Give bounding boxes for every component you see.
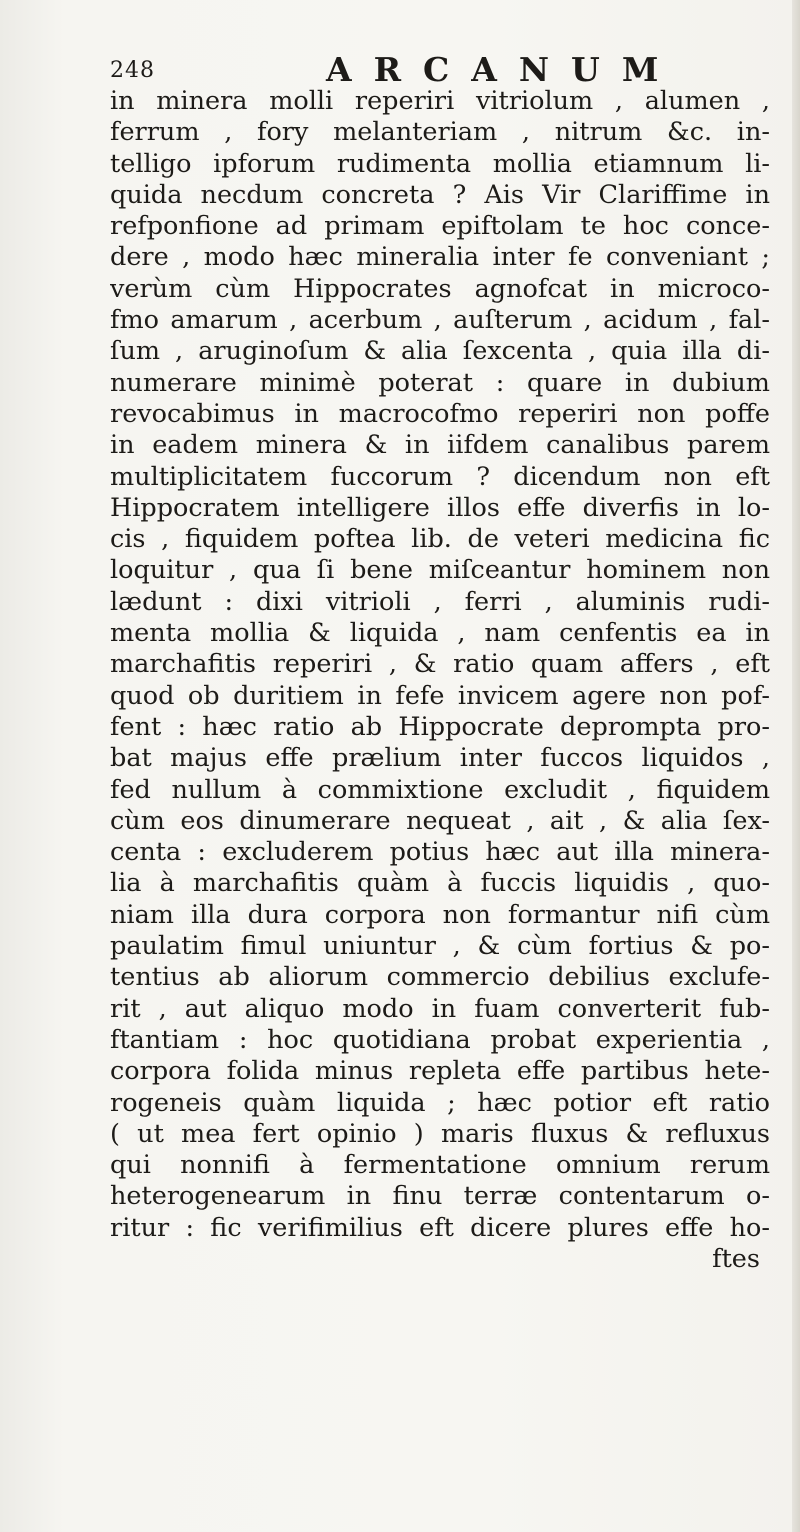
text-line: quida necdum concreta ? Ais Vir Clariffime in [110, 179, 770, 210]
text-line: dere , modo hæc mineralia inter fe conveniant ; [110, 242, 770, 273]
text-line: corpora folida minus repleta effe partibus hete- [110, 1056, 770, 1087]
text-line: numerare minimè poterat : quare in dubium [110, 367, 770, 398]
text-line: ferrum , fory melanteriam , nitrum &c. in- [110, 117, 770, 148]
text-line: tentius ab aliorum commercio debilius exclufe- [110, 962, 770, 993]
page-number: 248 [110, 58, 155, 83]
text-line: fmo amarum , acerbum , auſterum , acidum , fal- [110, 305, 770, 336]
text-line: ftes [712, 1243, 760, 1274]
page-edge [792, 0, 800, 1532]
text-line: quod ob duritiem in fefe invicem agere non pof- [110, 680, 770, 711]
text-line: menta mollia & liquida , nam cenfentis ea in [110, 618, 770, 649]
text-line: ſum , aruginoſum & alia ſexcenta , quia illa di- [110, 336, 770, 367]
text-line: rit , aut aliquo modo in fuam converterit fub- [110, 993, 770, 1024]
text-line: qui nonnifi à fermentatione omnium rerum [110, 1150, 770, 1181]
text-line: in eadem minera & in iifdem canalibus parem [110, 430, 770, 461]
text-line: refponfione ad primam epiftolam te hoc conce- [110, 211, 770, 242]
text-line: in minera molli reperiri vitriolum , alumen , [110, 86, 770, 116]
text-line: marchafitis reperiri , & ratio quam affers , eft [110, 649, 770, 680]
text-line: lædunt : dixi vitrioli , ferri , aluminis rudi- [110, 586, 770, 617]
text-line: fed nullum à commixtione excludit , fiquidem [110, 774, 770, 805]
text-line: paulatim fimul uniuntur , & cùm fortius & po- [110, 931, 770, 962]
text-line: revocabimus in macrocofmo reperiri non poffe [110, 398, 770, 429]
text-line: niam illa dura corpora non formantur nifi cùm [110, 899, 770, 930]
text-line: verùm cùm Hippocrates agnofcat in microco- [110, 273, 770, 304]
text-line: ( ut mea fert opinio ) maris fluxus & refluxus [110, 1118, 770, 1149]
text-line: loquitur , qua ſi bene miſceantur hominem non [110, 555, 770, 586]
text-line: centa : excluderem potius hæc aut illa minera- [110, 837, 770, 868]
text-line: ftantiam : hoc quotidiana probat experientia , [110, 1024, 770, 1055]
text-line: cùm eos dinumerare nequeat , ait , & alia ſex- [110, 805, 770, 836]
text-line: lia à marchafitis quàm à fuccis liquidis , quo- [110, 868, 770, 899]
text-line: ritur : fic verifimilius eft dicere plures effe ho- [110, 1212, 770, 1243]
text-line: fent : hæc ratio ab Hippocrate deprompta pro- [110, 711, 770, 742]
text-line: Hippocratem intelligere illos effe diverfis in lo- [110, 492, 770, 523]
text-line: rogeneis quàm liquida ; hæc potior eft ratio [110, 1087, 770, 1118]
text-line: multiplicitatem fuccorum ? dicendum non eft [110, 461, 770, 492]
text-line: cis , fiquidem poftea lib. de veteri medicina fic [110, 524, 770, 555]
text-line: telligo ipforum rudimenta mollia etiamnum li- [110, 148, 770, 179]
text-line: heterogenearum in finu terræ contentarum o- [110, 1181, 770, 1212]
body-text [110, 86, 770, 1275]
text-line: bat majus effe prælium inter fuccos liquidos , [110, 743, 770, 774]
running-title: ARCANUM [326, 50, 681, 89]
